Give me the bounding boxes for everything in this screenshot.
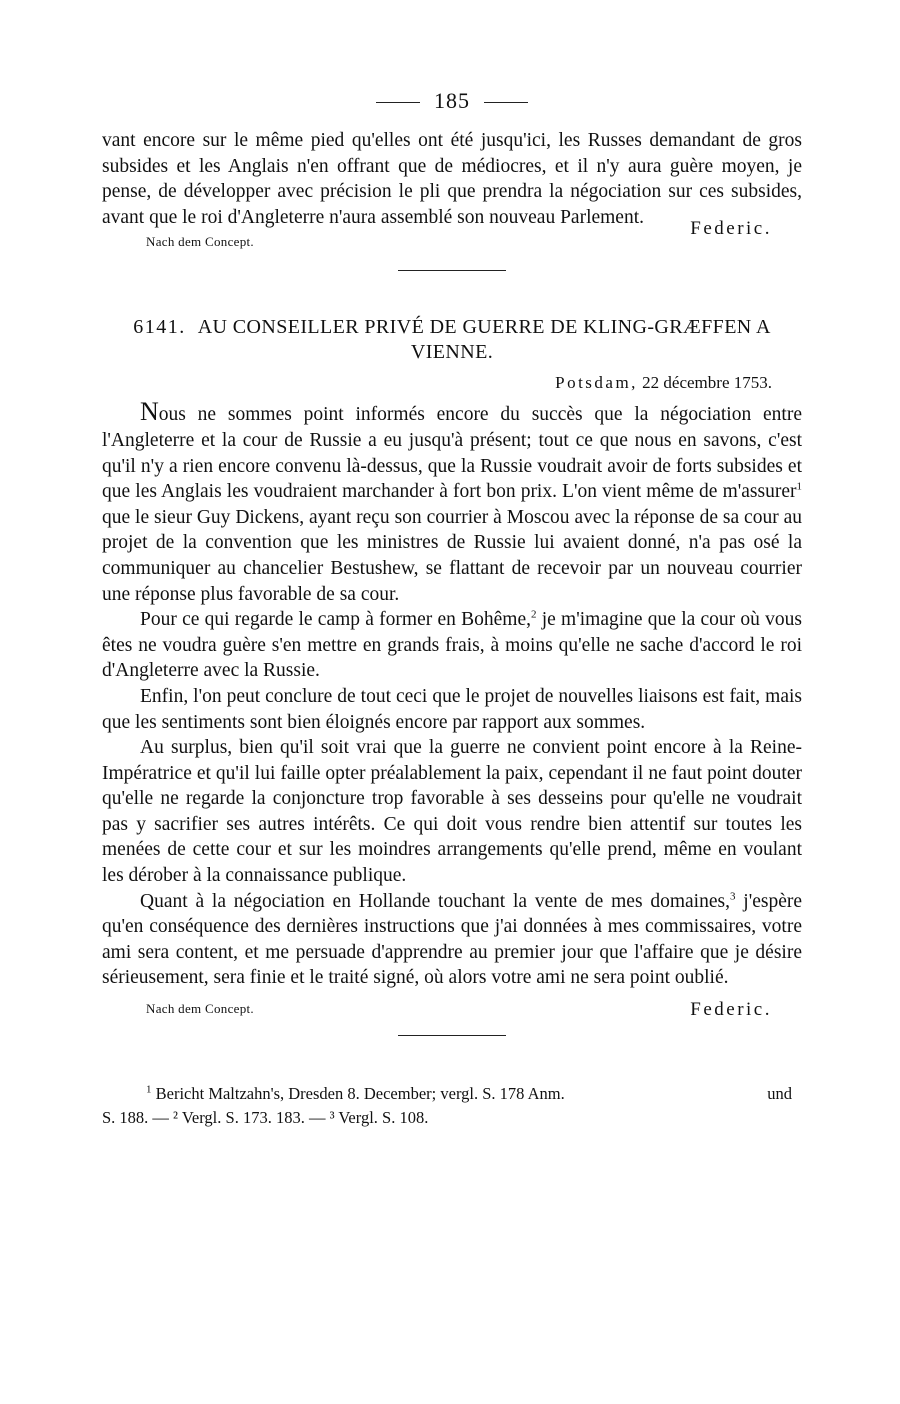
footnote-1-text: Bericht Maltzahn's, Dresden 8. December; vergl. S. 178 Anm. [151,1084,565,1104]
footnote-mark-1: 1 [146,1083,152,1096]
document-page [102,88,802,1130]
footnote-ref-2: 2 [531,608,537,621]
date-place: Potsdam, [555,373,638,393]
footnote-line-2: S. 188. — ² Vergl. S. 173. 183. — ³ Vergl. S. 108. [102,1108,429,1128]
paragraph-3: Enfin, l'on peut conclure de tout ceci que le projet de nouvelles liaisons est fait, mais que les sentiments sont bien éloignés encore par rapport aux sommes. [102,685,802,733]
footnote-ref-3: 3 [729,890,736,903]
letter-heading: AU CONSEILLER PRIVÉ DE GUERRE DE KLING-GRÆFFEN A VIENNE. [197,316,771,364]
paragraph-2-text-a: Pour ce qui regarde le camp à former en Bohême, [140,609,531,631]
letter-number: 6141. [133,316,186,339]
section-divider [398,270,506,271]
paragraph-1-text-b: que le sieur Guy Dickens, ayant reçu son courrier à Moscou avec la réponse de sa cour au projet de la convention que les ministres de Russie lui avaient donné, n'a pas osé la communiquer au chancelier Bestushew, se flattant de recevoir par un nouveau courrier une réponse plus favorable de sa cour. [102,506,802,605]
footnote-line-1 [102,1082,802,1106]
paragraph-5 [102,889,802,991]
continuation-closing [102,218,802,252]
continuation-paragraph: vant encore sur le même pied qu'elles ont été jusqu'ici, les Russes demandant de gros subsides et les Anglais n'en offrant que de médiocres, et il n'y aura guère moyen, je pense, de développer avec précision le pli que prendra la négociation sur ces subsides, avant que le roi d'Angleterre n'aura assemblé son nouveau Parlement. [102,130,802,228]
footnote-divider [398,1035,506,1036]
paragraph-2 [102,607,802,684]
letter-body [102,399,802,991]
signature: Federic. [690,218,772,240]
paragraph-2-text-b: je m'imagine que la cour où vous êtes ne voudra guère s'en mettre en grands frais, à moins qu'elle ne sache d'accord le roi d'Angleterre avec la Russie. [102,609,802,682]
header-rule-right [484,102,528,103]
source-note: Nach dem Concept. [146,1001,254,1017]
paragraph-4: Au surplus, bien qu'il soit vrai que la guerre ne convient point encore à la Reine-Impératrice et qu'il lui faille opter préalablement la paix, cependant il ne faut point douter qu'elle ne regarde la conjoncture trop favorable à ses desseins pour qu'elle ne voudrait pas y sacrifier ses autres intérêts. Ce qui doit vous rendre bien attentif sur toutes les menées de cette cour et sur les moindres arrangements qu'elle prend, même en voulant les dérober à la connaissance publique. [102,737,802,887]
letter-title [102,315,802,365]
footnotes [102,1082,802,1130]
page-number: 185 [434,88,470,113]
paragraph-5-text-a: Quant à la négociation en Hollande touchant la vente de mes domaines, [140,890,730,912]
initial-letter: N [140,397,159,427]
date: 22 décembre 1753. [642,373,772,393]
footnote-1-end: und [767,1084,792,1104]
letter-closing [102,997,802,1027]
header-rule-left [376,102,420,103]
source-note: Nach dem Concept. [146,234,254,250]
page-header [102,88,802,128]
footnote-ref-1: 1 [796,480,802,493]
signature: Federic. [690,999,772,1021]
paragraph-1 [102,399,802,607]
paragraph-1-text-a: ous ne sommes point informés encore du succès que la négociation entre l'Angleterre et la cour de Russie a eu jusqu'à présent; tout ce que nous en savons, c'est qu'il n'y a rien encore convenu là-dessus, que la Russie voudrait avoir de forts subsides et que les Anglais les voudraient marchander à fort bon prix. L'on vient même de m'assurer [102,404,802,503]
dateline [102,373,802,393]
paragraph-5-text-b: j'espère qu'en conséquence des dernières instructions que j'ai données à mes commissaires, votre ami sera content, et me persuade d'apprendre au premier jour que l'affaire que je désire sérieusement, sera finie et le traité signé, où alors votre ami ne sera point oublié. [102,890,803,989]
continuation-text [102,128,802,230]
